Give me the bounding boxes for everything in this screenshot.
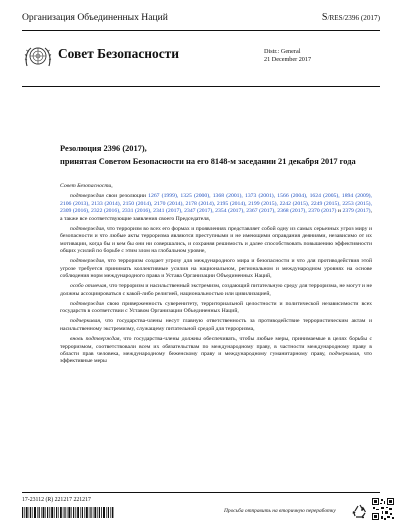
symbol-prefix: S (321, 12, 328, 23)
paragraph-text: , что эффективные меры (60, 350, 372, 365)
resolution-link-2379[interactable]: 2379 (2017) (342, 208, 371, 215)
preamble-paragraph-6 (60, 318, 372, 333)
preamble-paragraph-5 (60, 301, 372, 316)
paragraph-text: , что терроризм создает угрозу для международного мира и безопасности и что для противодействия этой угрозе требуется принимать коллективные усилия на национальном, региональном и международном уровнях на основе соблюдения норм международного права и Устава Организации Объединенных Наций, (60, 258, 372, 280)
preamble-paragraph-1 (60, 193, 372, 223)
paragraph-text: свои резолюции (103, 193, 149, 200)
recycle-icon (352, 503, 368, 519)
footer-rule (22, 492, 380, 493)
recycle-note: Просьба отправить на вторичную переработку (224, 508, 336, 514)
masthead-rule (22, 86, 380, 87)
distribution-label: Distr.: General (264, 48, 301, 55)
paragraph-text: , что терроризм и насильственный экстремизм, создающий питательную среду для терроризма, не могут и не должны ассоциироваться с какой-либо религией, национальностью или цивилизацией, (60, 283, 372, 297)
operative-keyword: вновь подтверждая (70, 336, 120, 343)
operative-keyword: подтверждая (70, 193, 104, 200)
paragraph-text: и (336, 208, 343, 215)
resolution-body (60, 183, 372, 369)
operative-keyword: подтверждая (70, 300, 104, 307)
preamble-paragraph-2 (60, 226, 372, 256)
operative-keyword: особо отмечая (70, 283, 107, 290)
council-name: Совет Безопасности (58, 46, 179, 61)
paragraph-text: , а также все соответствующие заявления своего Председателя, (60, 208, 372, 222)
operative-keyword: подтверждая (70, 225, 104, 232)
speaker-line: Совет Безопасности, (60, 183, 113, 189)
document-ids: 17-23112 (R) 221217 221217 (22, 497, 91, 503)
preamble-paragraph-4 (60, 283, 372, 298)
paragraph-text: , что государства-члены несут главную ответственность за противодействие террористическим актам и насильственному экстремизму, служащему питательной средой для терроризма, (60, 318, 372, 332)
resolution-title: Резолюция 2396 (2017), (60, 144, 147, 153)
distribution-meta (264, 48, 311, 64)
operative-keyword: подчеркивая (70, 318, 100, 325)
paragraph-text: , что государства-члены должны обеспечивать, чтобы любые меры, принимаемые в целях борьбы с терроризмом, соответствовали всем их обязательствам по международному праву, в частности международному праву в области прав человека, международному беженскому праву и международному гуманитарному праву, (60, 336, 372, 357)
issue-date: 21 December 2017 (264, 56, 312, 64)
preamble-paragraph-3 (60, 258, 372, 280)
operative-keyword: подчеркивая (329, 350, 360, 357)
paragraph-text: , что терроризм во всех его формах и проявлениях представляет собой одну из самых серьезных угроз миру и безопасности и что любые акты терроризма являются преступными и не имеющими оправдания деяниями, независимо от их мотивации, когда бы и кем бы они ни совершались, и сохраняя решимость и далее способствовать повышению эффективности общих усилий по борьбе с этим злом на глобальном уровне, (60, 225, 372, 255)
resolution-adopted-line: принятая Советом Безопасности на его 8148-м заседании 21 декабря 2017 года (60, 157, 356, 166)
symbol-number: /RES/2396 (2017) (327, 14, 380, 22)
resolution-links[interactable]: 1267 (1999), 1325 (2000), 1368 (2001), 1373 (2001), 1566 (2004), 1624 (2005), 1894 (2009), 2106 (2013), 2133 (2014), 2150 (2014), 2170 (2014), 2178 (2014), 2195 (2014), 2199 (2015), 2242 (2015), 2249 (2015), 2253 (2015), 2309 (2016), 2322 (2016), 2331 (2016), 2341 (2017), 2347 (2017), 2354 (2017), 2367 (2017), 2368 (2017), 2370 (2017) (60, 193, 372, 215)
top-header (22, 12, 380, 23)
paragraph-text: свою приверженность суверенитету, территориальной целостности и политической независимости всех государств в соответствии с Уставом Организации Объединенных Наций, (60, 300, 372, 315)
header-rule (22, 30, 380, 31)
operative-keyword: подтверждая (70, 258, 104, 265)
un-emblem-icon (24, 44, 52, 69)
document-symbol (322, 12, 380, 23)
preamble-paragraph-7 (60, 336, 372, 366)
organization-name: Организация Объединенных Наций (22, 12, 168, 23)
qr-code-icon (372, 498, 394, 520)
barcode-icon (22, 507, 114, 518)
